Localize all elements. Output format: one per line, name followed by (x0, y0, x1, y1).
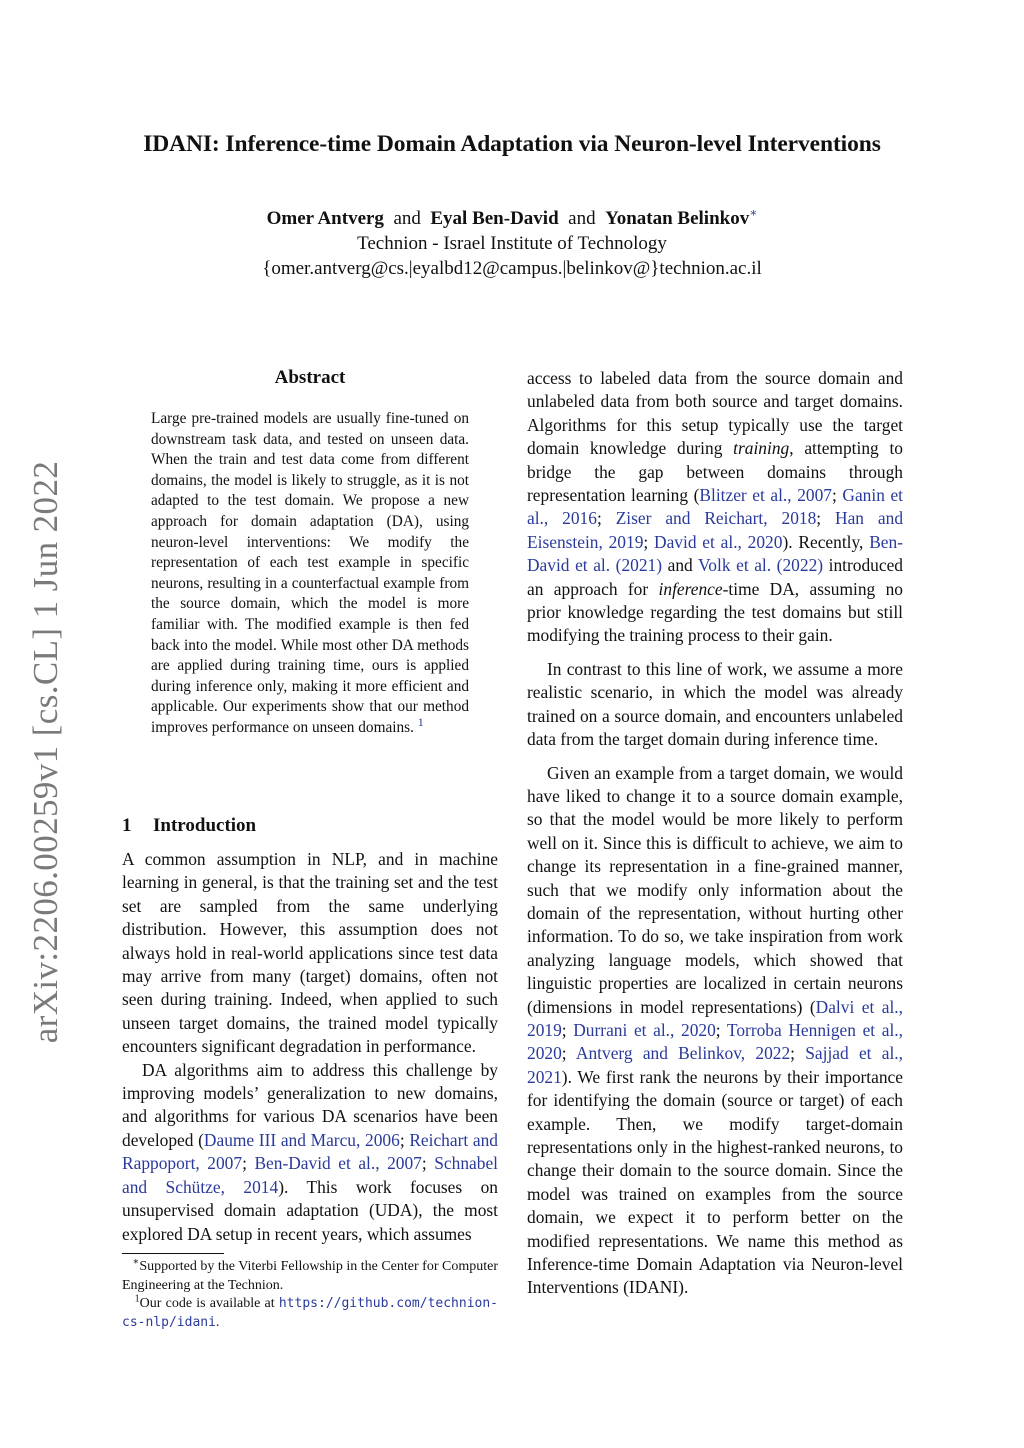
text-span: ; (561, 1019, 574, 1040)
author-name: Omer Antverg (266, 208, 384, 229)
text-span: ). We first rank the neurons by their importance for identifying the domain (source or target) of each example. Then, we modify target-domain representations only in the highest-ranked neurons, to change their domain to the source domain. Since the model was trained on examples from the source domain, we expect it to perform better on the modified representations. We name this method as Inference-time Domain Adaptation via Neuron-level Interventions (IDANI). (527, 1066, 903, 1298)
text-span: Given an example from a target domain, we would have liked to change it to a source domain example, so that the model would be more likely to perform well on it. Since this is difficult to achieve, we aim to change its representation in a fine-grained manner, such that we modify only information about the domain of the representation, without hurting other information. To do so, we take inspiration from work analyzing language models, which showed that linguistic properties are localized in certain neurons (dimensions in model representations) ( (527, 762, 903, 1017)
footnote-text: . (215, 1314, 220, 1330)
footnote-text: Our code is available at (139, 1296, 279, 1311)
text-span: ). Recently, (782, 531, 870, 552)
abstract-text (151, 409, 469, 739)
citation-link[interactable]: Reichart and Rappoport, 2007 (122, 1129, 498, 1174)
arxiv-identifier: arXiv:2206.00259v1 [cs.CL] 1 Jun 2022 (26, 460, 65, 1044)
text-span: ; (831, 485, 843, 506)
citation-link[interactable]: Antverg and Belinkov, 2022 (575, 1043, 791, 1064)
section-heading (122, 815, 498, 837)
text-span: introduced an approach for (527, 555, 904, 599)
footnote (122, 1258, 498, 1295)
code-url-link[interactable]: https://github.com/technion-cs-nlp/idani (122, 1296, 499, 1330)
text-span: , attempting to bridge the gap between domains through representation learning ( (527, 438, 903, 506)
paragraph (122, 1059, 498, 1246)
citation-link[interactable]: Blitzer et al., 2007 (699, 485, 832, 506)
text-span: ; (816, 508, 836, 529)
text-span: ). This work focuses on unsupervised domain adaptation (UDA), the most explored DA setup in recent years, which assumes (122, 1176, 499, 1244)
text-span: ; (596, 508, 616, 529)
footnote-divider (122, 1253, 224, 1254)
text-span: ; (715, 1019, 727, 1040)
paragraph (527, 762, 903, 1300)
text-span: ; (399, 1129, 410, 1150)
footnotes (122, 1258, 498, 1332)
text-span: DA algorithms aim to address this challenge by improving models’ generalization to new domains, and algorithms for various DA scenarios have been developed ( (122, 1059, 498, 1150)
citation-link[interactable]: Ganin et al., 2016 (527, 485, 904, 529)
right-column-body (527, 367, 903, 1310)
footnote-ref[interactable]: 1 (417, 714, 424, 729)
text-span: ; (643, 531, 655, 552)
footnote (122, 1295, 498, 1332)
emphasis: inference (658, 578, 723, 599)
footnote-text: Supported by the Viterbi Fellowship in the Center for Computer Engineering at the Technion. (122, 1259, 498, 1293)
paper-title: IDANI: Inference-time Domain Adaptation via Neuron-level Interventions (143, 131, 881, 157)
citation-link[interactable]: Ziser and Reichart, 2018 (615, 508, 817, 529)
author-name: Yonatan Belinkov (605, 208, 750, 229)
citation-link[interactable]: David et al., 2020 (654, 531, 783, 552)
citation-link[interactable]: Ben-David et al., 2007 (254, 1153, 422, 1174)
emphasis: training (733, 438, 790, 459)
author-block (0, 206, 1024, 281)
text-span: -time DA, assuming no prior knowledge regarding the test domains but still modifying the training process to their gain. (527, 578, 903, 646)
paragraph: A common assumption in NLP, and in machine learning in general, is that the training set and the test set are sampled from the same underlying distribution. However, this assumption does not always hold in real-world applications since test data may arrive from many (target) domains, often not seen during training. Indeed, when applied to such unseen target domains, the trained model typically encounters significant degradation in performance. (122, 849, 498, 1057)
author-line (0, 206, 1024, 231)
citation-link[interactable]: Dalvi et al., 2019 (527, 996, 903, 1040)
abstract-heading: Abstract (274, 367, 346, 388)
citation-link[interactable]: Volk et al. (2022) (697, 555, 824, 576)
paragraph (527, 367, 903, 648)
author-name: Eyal Ben-David (430, 208, 559, 229)
affiliation: Technion - Israel Institute of Technology (357, 233, 667, 254)
author-emails: {omer.antverg@cs.|eyalbd12@campus.|belinkov@}technion.ac.il (262, 258, 762, 279)
text-span: ; (561, 1043, 576, 1064)
paragraph: In contrast to this line of work, we assume a more realistic scenario, in which the model was already trained on a source domain, and encounters unlabeled data from the target domain during inference time. (527, 658, 903, 750)
footnote-mark: 1 (134, 1293, 140, 1305)
citation-link[interactable]: Sajjad et al., 2021 (527, 1043, 903, 1087)
footnote-mark[interactable]: ∗ (749, 205, 758, 220)
text-span: ; (421, 1153, 435, 1174)
introduction-body (122, 848, 498, 1246)
abstract-body: Large pre-trained models are usually fine-tuned on downstream task data, and tested on unseen data. When the train and test data come from different domains, the model is likely to struggle, as it is not adapted to the test domain. We propose a new approach for domain adaptation (DA), using neuron-level interventions: We modify the representation of each test example in specific neurons, resulting in a counterfactual example from the source domain, which the model is more familiar with. The modified example is then fed back into the model. While most other DA methods are applied during training time, ours is applied during inference only, making it more efficient and applicable. Our experiments show that our method improves performance on unseen domains. (151, 410, 469, 736)
footnote-mark: ∗ (132, 1256, 140, 1268)
citation-link[interactable]: Daume III and Marcu, 2006 (203, 1129, 400, 1150)
citation-link[interactable]: Schnabel and Schütze, 2014 (122, 1153, 498, 1197)
text-span: ; (790, 1043, 806, 1064)
citation-link[interactable]: Torroba Hennigen et al., 2020 (527, 1019, 903, 1064)
text-span: and (662, 555, 698, 576)
author-separator: and (393, 208, 421, 229)
section-title: Introduction (153, 815, 257, 836)
author-separator: and (568, 208, 596, 229)
text-span: ; (242, 1153, 255, 1174)
text-span: access to labeled data from the source domain and unlabeled data from both source and target domains. Algorithms for this setup typically use the target domain knowledge during (527, 368, 903, 459)
citation-link[interactable]: Han and Eisenstein, 2019 (527, 508, 904, 552)
citation-link[interactable]: Durrani et al., 2020 (573, 1019, 716, 1040)
section-number: 1 (122, 815, 132, 836)
citation-link[interactable]: Ben-David et al. (2021) (527, 531, 903, 576)
